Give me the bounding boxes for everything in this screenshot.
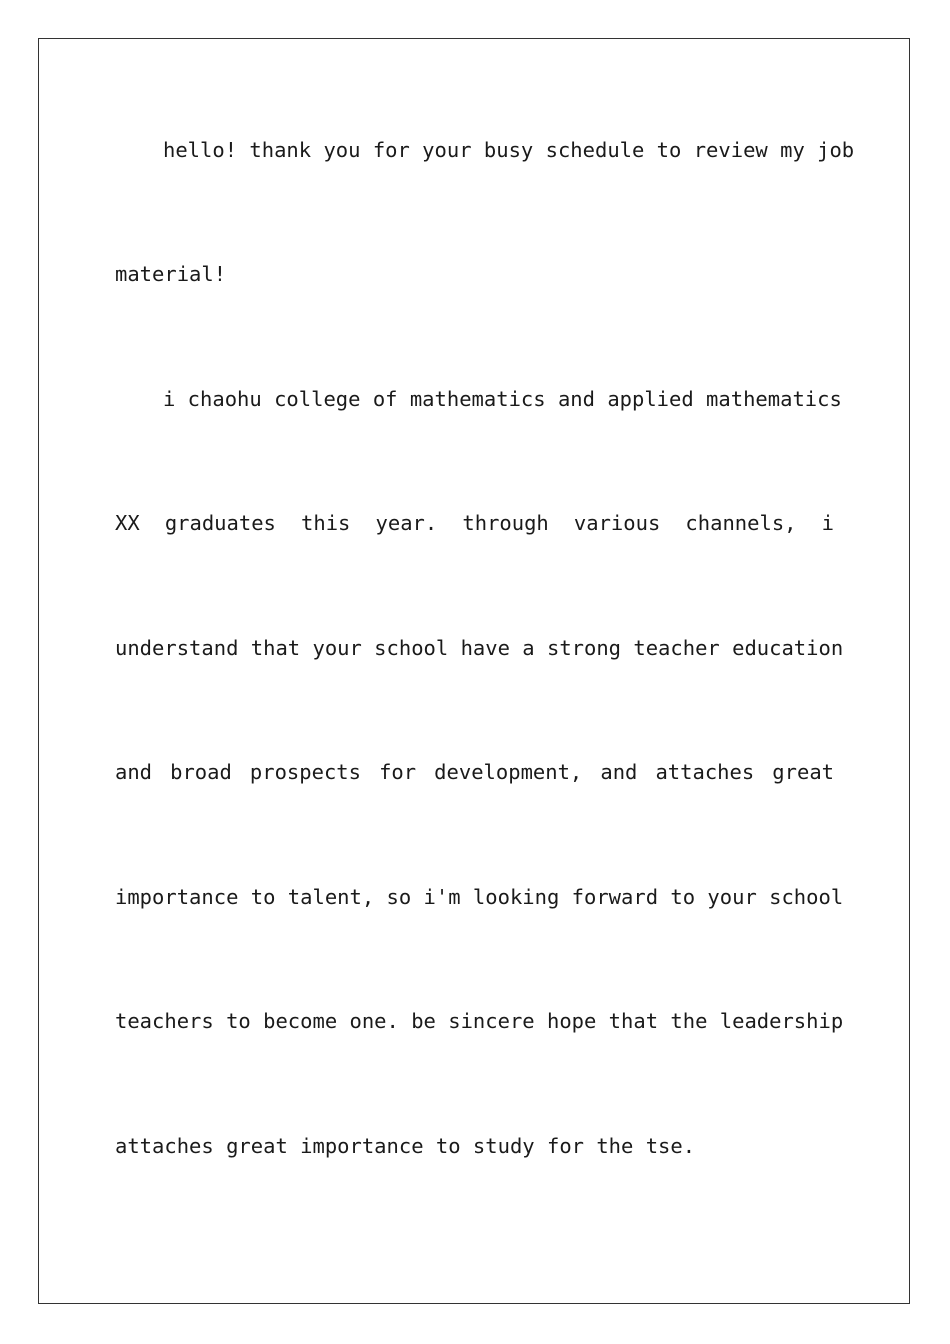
text-line: and broad prospects for development, and attaches great	[115, 760, 834, 784]
text-line: importance to talent, so i'm looking forward to your school	[115, 885, 844, 909]
text-line: XX graduates this year. through various channels, i	[115, 511, 834, 535]
page-frame	[38, 38, 910, 1304]
text-line: teachers to become one. be sincere hope that the leadership	[115, 1009, 844, 1033]
text-line: hello! thank you for your busy schedule to review my job	[163, 138, 855, 162]
text-line: material!	[115, 262, 227, 286]
text-line: understand that your school have a strong teacher education	[115, 636, 844, 660]
text-line: i chaohu college of mathematics and applied mathematics	[163, 387, 842, 411]
text-line: attaches great importance to study for the tse.	[115, 1134, 696, 1158]
